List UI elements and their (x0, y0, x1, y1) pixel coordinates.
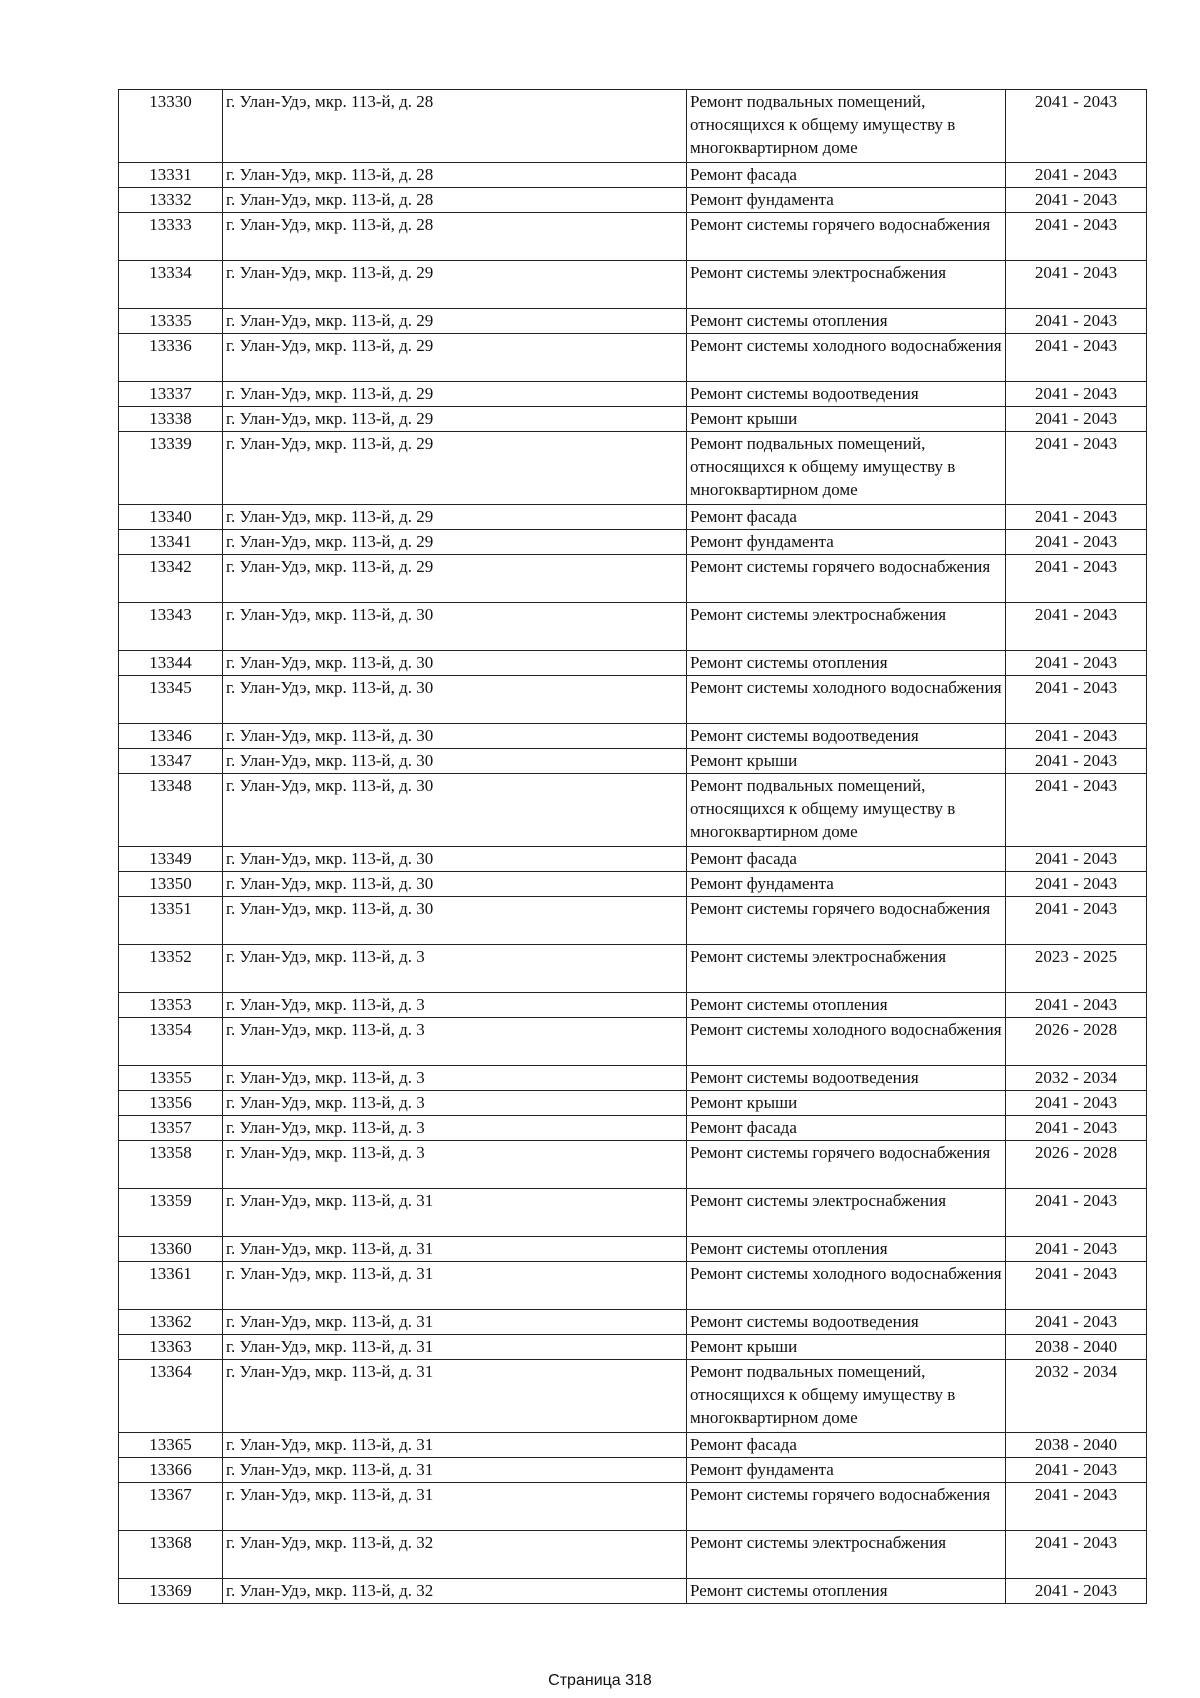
period-cell: 2041 - 2043 (1006, 90, 1147, 163)
work-type-cell: Ремонт системы электроснабжения (687, 603, 1006, 651)
work-type-cell: Ремонт подвальных помещений, относящихся к общему имуществу в многоквартирном доме (687, 1360, 1006, 1433)
address-cell: г. Улан-Удэ, мкр. 113-й, д. 3 (223, 1116, 687, 1141)
period-cell: 2041 - 2043 (1006, 407, 1147, 432)
table-row (119, 1335, 1147, 1360)
address-cell: г. Улан-Удэ, мкр. 113-й, д. 29 (223, 555, 687, 603)
address-cell: г. Улан-Удэ, мкр. 113-й, д. 31 (223, 1458, 687, 1483)
table-row (119, 407, 1147, 432)
table-row (119, 1579, 1147, 1604)
table-row (119, 603, 1147, 651)
work-type-cell: Ремонт фундамента (687, 188, 1006, 213)
work-type-cell: Ремонт фасада (687, 163, 1006, 188)
period-cell: 2041 - 2043 (1006, 847, 1147, 872)
address-cell: г. Улан-Удэ, мкр. 113-й, д. 28 (223, 163, 687, 188)
work-type-cell: Ремонт системы отопления (687, 993, 1006, 1018)
work-type-cell: Ремонт системы горячего водоснабжения (687, 555, 1006, 603)
work-type-cell: Ремонт системы водоотведения (687, 1310, 1006, 1335)
table-row (119, 188, 1147, 213)
address-cell: г. Улан-Удэ, мкр. 113-й, д. 3 (223, 1066, 687, 1091)
row-number: 13368 (119, 1531, 223, 1579)
table-row (119, 1360, 1147, 1433)
period-cell: 2041 - 2043 (1006, 213, 1147, 261)
work-type-cell: Ремонт фасада (687, 505, 1006, 530)
period-cell: 2038 - 2040 (1006, 1433, 1147, 1458)
work-type-cell: Ремонт системы холодного водоснабжения (687, 334, 1006, 382)
work-type-cell: Ремонт фасада (687, 1116, 1006, 1141)
address-cell: г. Улан-Удэ, мкр. 113-й, д. 29 (223, 432, 687, 505)
period-cell: 2041 - 2043 (1006, 1116, 1147, 1141)
row-number: 13332 (119, 188, 223, 213)
work-type-cell: Ремонт системы горячего водоснабжения (687, 213, 1006, 261)
address-cell: г. Улан-Удэ, мкр. 113-й, д. 31 (223, 1335, 687, 1360)
table-row (119, 1237, 1147, 1262)
work-type-cell: Ремонт крыши (687, 749, 1006, 774)
work-type-cell: Ремонт фундамента (687, 530, 1006, 555)
address-cell: г. Улан-Удэ, мкр. 113-й, д. 30 (223, 724, 687, 749)
row-number: 13365 (119, 1433, 223, 1458)
address-cell: г. Улан-Удэ, мкр. 113-й, д. 3 (223, 1091, 687, 1116)
work-type-cell: Ремонт системы отопления (687, 651, 1006, 676)
address-cell: г. Улан-Удэ, мкр. 113-й, д. 31 (223, 1262, 687, 1310)
work-type-cell: Ремонт подвальных помещений, относящихся к общему имуществу в многоквартирном доме (687, 90, 1006, 163)
row-number: 13335 (119, 309, 223, 334)
period-cell: 2041 - 2043 (1006, 1262, 1147, 1310)
table-row (119, 1066, 1147, 1091)
row-number: 13364 (119, 1360, 223, 1433)
table-row (119, 334, 1147, 382)
row-number: 13354 (119, 1018, 223, 1066)
row-number: 13349 (119, 847, 223, 872)
period-cell: 2041 - 2043 (1006, 676, 1147, 724)
period-cell: 2041 - 2043 (1006, 1531, 1147, 1579)
row-number: 13340 (119, 505, 223, 530)
period-cell: 2041 - 2043 (1006, 774, 1147, 847)
address-cell: г. Улан-Удэ, мкр. 113-й, д. 29 (223, 261, 687, 309)
period-cell: 2041 - 2043 (1006, 309, 1147, 334)
address-cell: г. Улан-Удэ, мкр. 113-й, д. 29 (223, 505, 687, 530)
row-number: 13363 (119, 1335, 223, 1360)
table-row (119, 1483, 1147, 1531)
work-type-cell: Ремонт системы горячего водоснабжения (687, 1141, 1006, 1189)
table-row (119, 432, 1147, 505)
table-row (119, 1531, 1147, 1579)
work-type-cell: Ремонт системы электроснабжения (687, 261, 1006, 309)
work-type-cell: Ремонт системы электроснабжения (687, 1531, 1006, 1579)
table-row (119, 1141, 1147, 1189)
address-cell: г. Улан-Удэ, мкр. 113-й, д. 30 (223, 651, 687, 676)
page-number: Страница 318 (548, 1672, 652, 1689)
period-cell: 2041 - 2043 (1006, 1237, 1147, 1262)
table-row (119, 382, 1147, 407)
period-cell: 2041 - 2043 (1006, 651, 1147, 676)
repair-schedule-table (118, 89, 1147, 1604)
table-row (119, 505, 1147, 530)
period-cell: 2041 - 2043 (1006, 382, 1147, 407)
table-row (119, 1189, 1147, 1237)
row-number: 13348 (119, 774, 223, 847)
period-cell: 2026 - 2028 (1006, 1018, 1147, 1066)
table-row (119, 163, 1147, 188)
work-type-cell: Ремонт крыши (687, 1091, 1006, 1116)
work-type-cell: Ремонт фундамента (687, 1458, 1006, 1483)
work-type-cell: Ремонт фасада (687, 847, 1006, 872)
work-type-cell: Ремонт системы холодного водоснабжения (687, 1262, 1006, 1310)
work-type-cell: Ремонт крыши (687, 407, 1006, 432)
row-number: 13361 (119, 1262, 223, 1310)
row-number: 13342 (119, 555, 223, 603)
row-number: 13355 (119, 1066, 223, 1091)
table-row (119, 651, 1147, 676)
table-row (119, 1433, 1147, 1458)
address-cell: г. Улан-Удэ, мкр. 113-й, д. 30 (223, 603, 687, 651)
table-row (119, 774, 1147, 847)
period-cell: 2041 - 2043 (1006, 749, 1147, 774)
address-cell: г. Улан-Удэ, мкр. 113-й, д. 29 (223, 334, 687, 382)
row-number: 13346 (119, 724, 223, 749)
row-number: 13356 (119, 1091, 223, 1116)
work-type-cell: Ремонт системы электроснабжения (687, 1189, 1006, 1237)
work-type-cell: Ремонт системы водоотведения (687, 724, 1006, 749)
table-row (119, 897, 1147, 945)
period-cell: 2041 - 2043 (1006, 872, 1147, 897)
period-cell: 2041 - 2043 (1006, 993, 1147, 1018)
period-cell: 2041 - 2043 (1006, 1458, 1147, 1483)
table-row (119, 676, 1147, 724)
table-row (119, 1310, 1147, 1335)
address-cell: г. Улан-Удэ, мкр. 113-й, д. 30 (223, 676, 687, 724)
row-number: 13362 (119, 1310, 223, 1335)
address-cell: г. Улан-Удэ, мкр. 113-й, д. 29 (223, 309, 687, 334)
row-number: 13359 (119, 1189, 223, 1237)
work-type-cell: Ремонт системы холодного водоснабжения (687, 676, 1006, 724)
table-row (119, 1262, 1147, 1310)
row-number: 13331 (119, 163, 223, 188)
address-cell: г. Улан-Удэ, мкр. 113-й, д. 30 (223, 749, 687, 774)
table-row (119, 993, 1147, 1018)
work-type-cell: Ремонт системы отопления (687, 309, 1006, 334)
work-type-cell: Ремонт системы электроснабжения (687, 945, 1006, 993)
row-number: 13336 (119, 334, 223, 382)
address-cell: г. Улан-Удэ, мкр. 113-й, д. 3 (223, 945, 687, 993)
table-row (119, 872, 1147, 897)
address-cell: г. Улан-Удэ, мкр. 113-й, д. 31 (223, 1237, 687, 1262)
period-cell: 2041 - 2043 (1006, 555, 1147, 603)
row-number: 13330 (119, 90, 223, 163)
row-number: 13366 (119, 1458, 223, 1483)
table-row (119, 1116, 1147, 1141)
table-row (119, 945, 1147, 993)
address-cell: г. Улан-Удэ, мкр. 113-й, д. 29 (223, 530, 687, 555)
work-type-cell: Ремонт системы отопления (687, 1579, 1006, 1604)
address-cell: г. Улан-Удэ, мкр. 113-й, д. 28 (223, 90, 687, 163)
address-cell: г. Улан-Удэ, мкр. 113-й, д. 31 (223, 1360, 687, 1433)
period-cell: 2038 - 2040 (1006, 1335, 1147, 1360)
address-cell: г. Улан-Удэ, мкр. 113-й, д. 3 (223, 993, 687, 1018)
address-cell: г. Улан-Удэ, мкр. 113-й, д. 3 (223, 1141, 687, 1189)
work-type-cell: Ремонт системы горячего водоснабжения (687, 897, 1006, 945)
row-number: 13338 (119, 407, 223, 432)
period-cell: 2041 - 2043 (1006, 432, 1147, 505)
period-cell: 2041 - 2043 (1006, 1310, 1147, 1335)
period-cell: 2023 - 2025 (1006, 945, 1147, 993)
period-cell: 2041 - 2043 (1006, 1579, 1147, 1604)
period-cell: 2041 - 2043 (1006, 530, 1147, 555)
table-row (119, 847, 1147, 872)
address-cell: г. Улан-Удэ, мкр. 113-й, д. 30 (223, 897, 687, 945)
address-cell: г. Улан-Удэ, мкр. 113-й, д. 30 (223, 774, 687, 847)
row-number: 13369 (119, 1579, 223, 1604)
table-row (119, 90, 1147, 163)
row-number: 13347 (119, 749, 223, 774)
row-number: 13339 (119, 432, 223, 505)
table-row (119, 213, 1147, 261)
address-cell: г. Улан-Удэ, мкр. 113-й, д. 30 (223, 872, 687, 897)
work-type-cell: Ремонт подвальных помещений, относящихся к общему имуществу в многоквартирном доме (687, 774, 1006, 847)
period-cell: 2041 - 2043 (1006, 724, 1147, 749)
address-cell: г. Улан-Удэ, мкр. 113-й, д. 31 (223, 1433, 687, 1458)
address-cell: г. Улан-Удэ, мкр. 113-й, д. 29 (223, 382, 687, 407)
row-number: 13337 (119, 382, 223, 407)
work-type-cell: Ремонт фасада (687, 1433, 1006, 1458)
address-cell: г. Улан-Удэ, мкр. 113-й, д. 32 (223, 1579, 687, 1604)
period-cell: 2041 - 2043 (1006, 1483, 1147, 1531)
row-number: 13345 (119, 676, 223, 724)
address-cell: г. Улан-Удэ, мкр. 113-й, д. 28 (223, 188, 687, 213)
address-cell: г. Улан-Удэ, мкр. 113-й, д. 31 (223, 1483, 687, 1531)
address-cell: г. Улан-Удэ, мкр. 113-й, д. 28 (223, 213, 687, 261)
row-number: 13353 (119, 993, 223, 1018)
work-type-cell: Ремонт системы холодного водоснабжения (687, 1018, 1006, 1066)
table-row (119, 749, 1147, 774)
table-row (119, 724, 1147, 749)
work-type-cell: Ремонт крыши (687, 1335, 1006, 1360)
address-cell: г. Улан-Удэ, мкр. 113-й, д. 31 (223, 1189, 687, 1237)
table-row (119, 1091, 1147, 1116)
table-row (119, 309, 1147, 334)
address-cell: г. Улан-Удэ, мкр. 113-й, д. 31 (223, 1310, 687, 1335)
table-body (119, 90, 1147, 1604)
period-cell: 2032 - 2034 (1006, 1066, 1147, 1091)
row-number: 13357 (119, 1116, 223, 1141)
row-number: 13343 (119, 603, 223, 651)
table-row (119, 530, 1147, 555)
work-type-cell: Ремонт системы водоотведения (687, 1066, 1006, 1091)
row-number: 13344 (119, 651, 223, 676)
period-cell: 2032 - 2034 (1006, 1360, 1147, 1433)
period-cell: 2041 - 2043 (1006, 163, 1147, 188)
period-cell: 2041 - 2043 (1006, 505, 1147, 530)
work-type-cell: Ремонт системы горячего водоснабжения (687, 1483, 1006, 1531)
table-row (119, 1018, 1147, 1066)
address-cell: г. Улан-Удэ, мкр. 113-й, д. 3 (223, 1018, 687, 1066)
address-cell: г. Улан-Удэ, мкр. 113-й, д. 29 (223, 407, 687, 432)
row-number: 13367 (119, 1483, 223, 1531)
period-cell: 2041 - 2043 (1006, 188, 1147, 213)
work-type-cell: Ремонт подвальных помещений, относящихся к общему имуществу в многоквартирном доме (687, 432, 1006, 505)
period-cell: 2041 - 2043 (1006, 1091, 1147, 1116)
table-row (119, 1458, 1147, 1483)
address-cell: г. Улан-Удэ, мкр. 113-й, д. 30 (223, 847, 687, 872)
address-cell: г. Улан-Удэ, мкр. 113-й, д. 32 (223, 1531, 687, 1579)
row-number: 13351 (119, 897, 223, 945)
row-number: 13341 (119, 530, 223, 555)
table-row (119, 555, 1147, 603)
table-row (119, 261, 1147, 309)
row-number: 13358 (119, 1141, 223, 1189)
period-cell: 2041 - 2043 (1006, 334, 1147, 382)
row-number: 13333 (119, 213, 223, 261)
period-cell: 2041 - 2043 (1006, 897, 1147, 945)
work-type-cell: Ремонт фундамента (687, 872, 1006, 897)
period-cell: 2041 - 2043 (1006, 603, 1147, 651)
period-cell: 2041 - 2043 (1006, 261, 1147, 309)
row-number: 13360 (119, 1237, 223, 1262)
period-cell: 2041 - 2043 (1006, 1189, 1147, 1237)
row-number: 13352 (119, 945, 223, 993)
period-cell: 2026 - 2028 (1006, 1141, 1147, 1189)
row-number: 13334 (119, 261, 223, 309)
work-type-cell: Ремонт системы водоотведения (687, 382, 1006, 407)
work-type-cell: Ремонт системы отопления (687, 1237, 1006, 1262)
row-number: 13350 (119, 872, 223, 897)
